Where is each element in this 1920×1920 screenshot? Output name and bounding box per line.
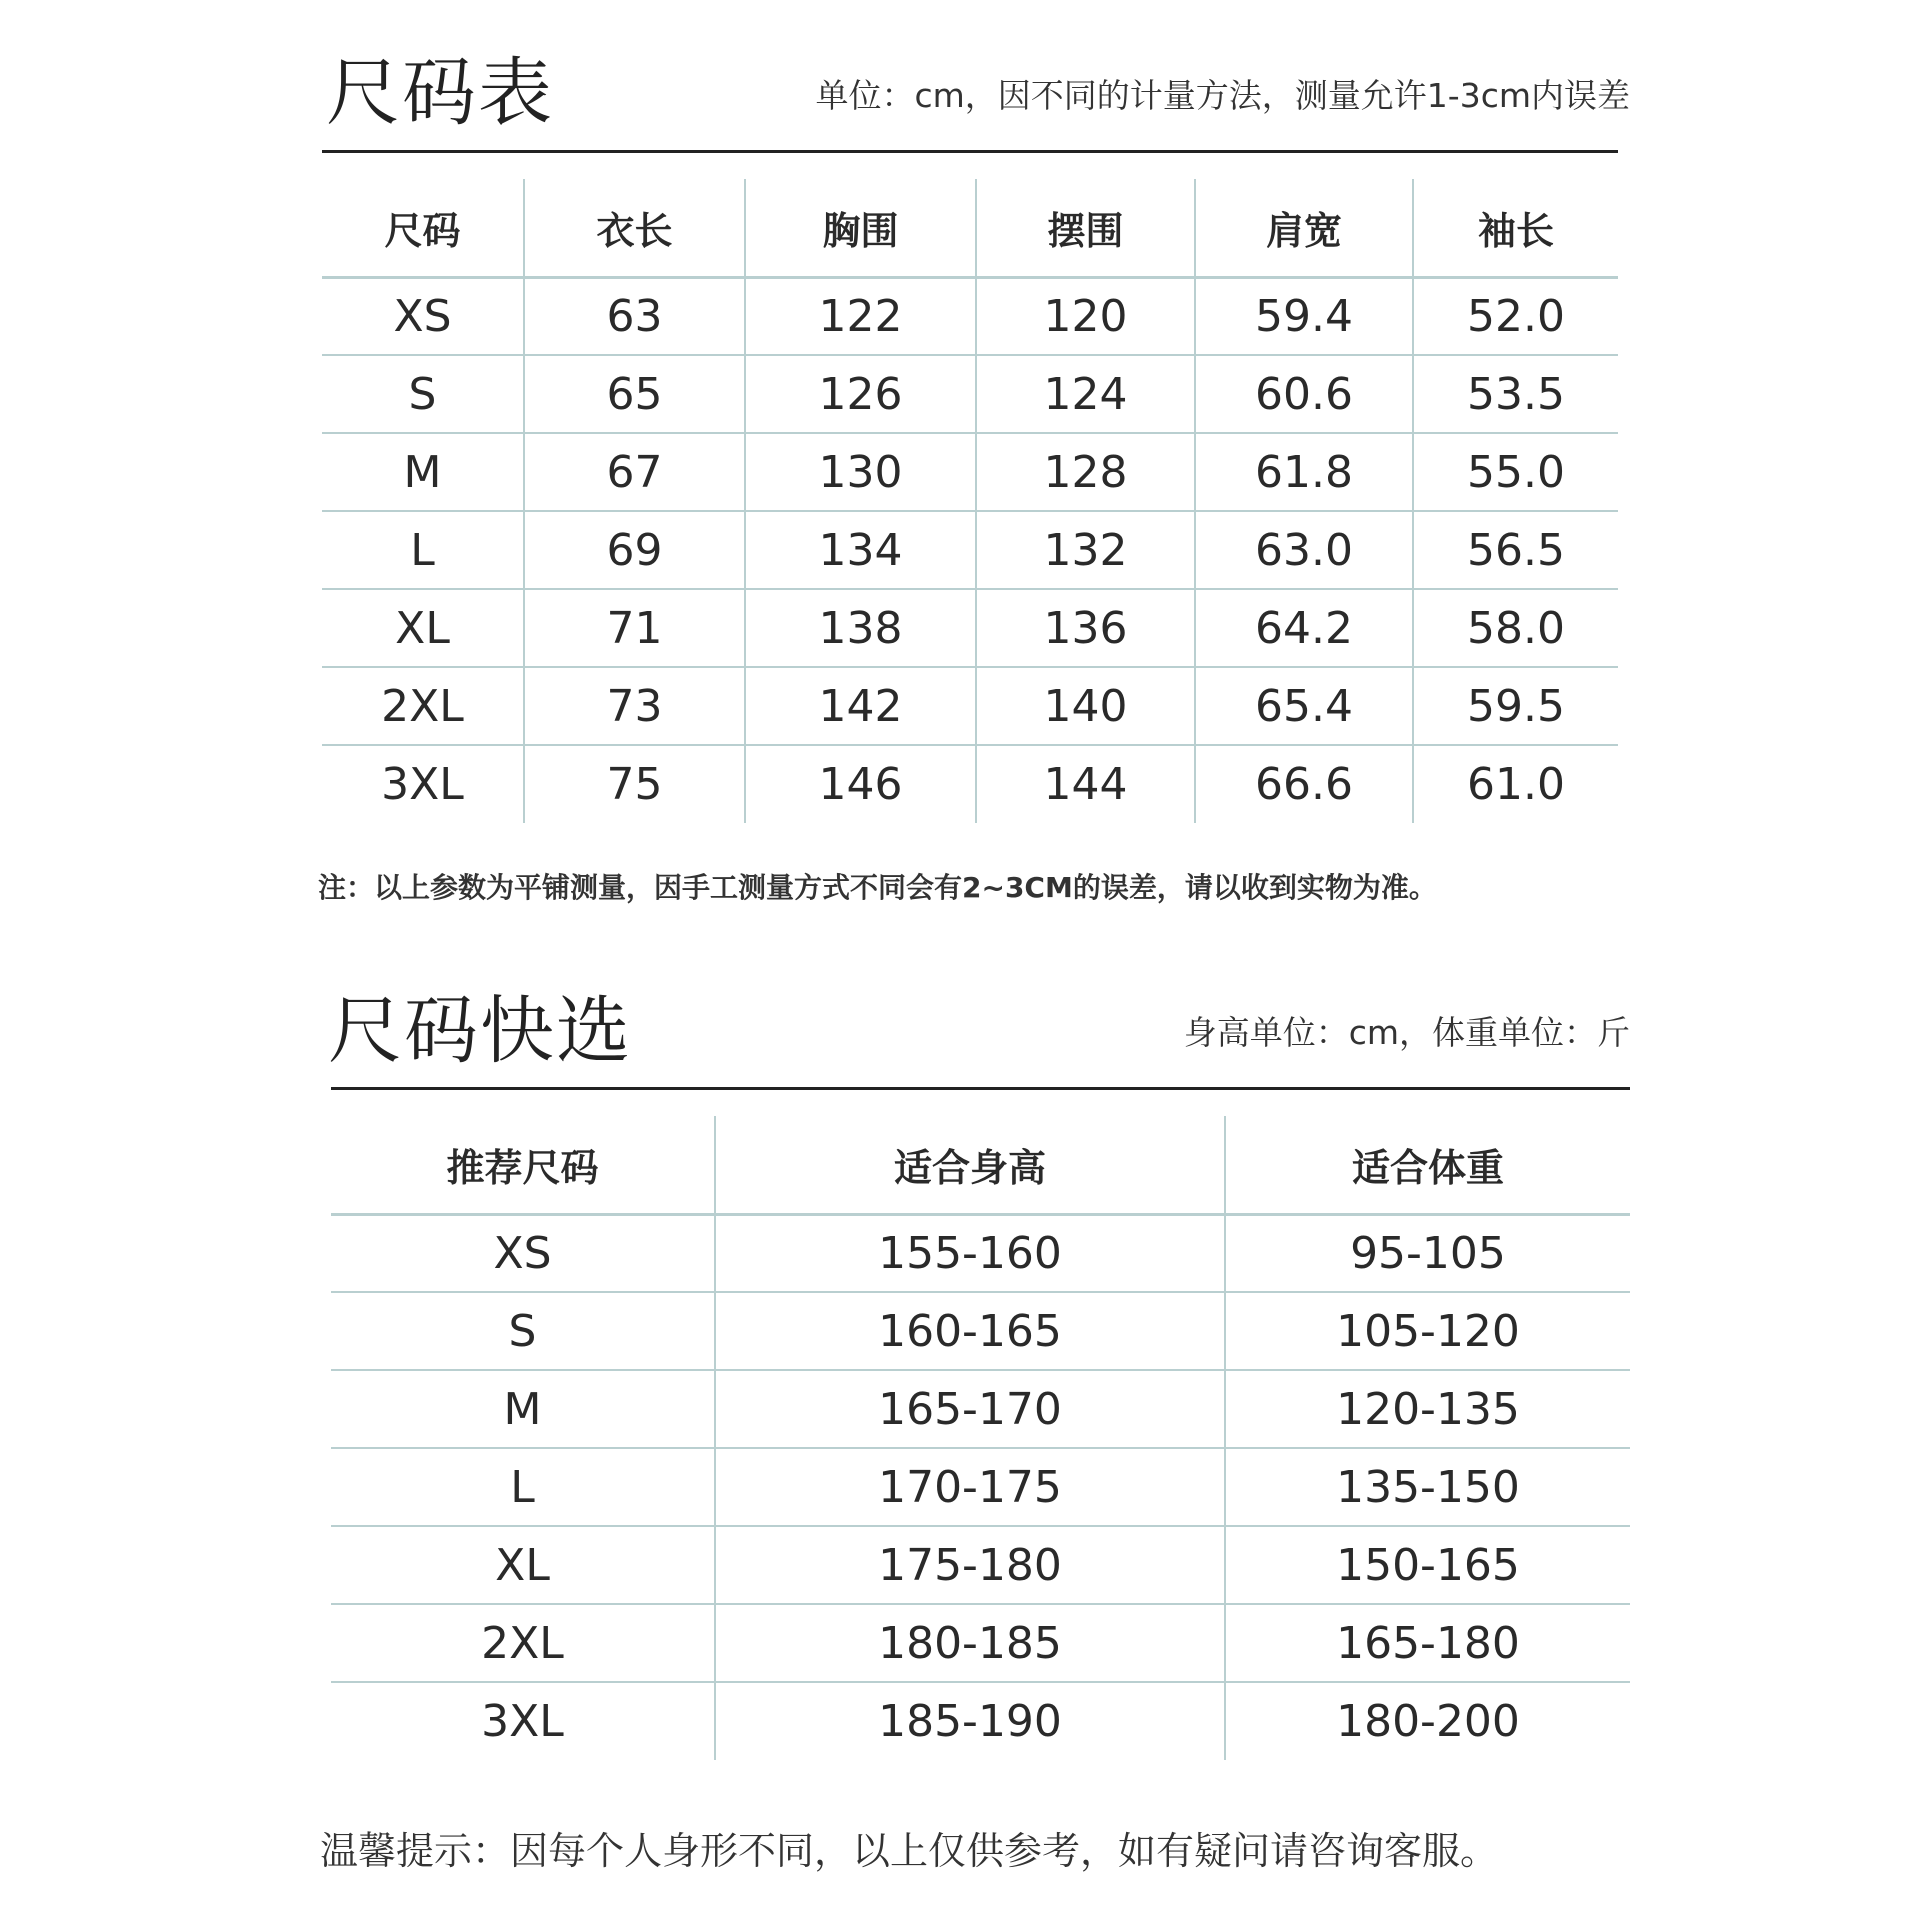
column-header: 肩宽: [1195, 179, 1413, 277]
table-cell: 61.0: [1413, 745, 1618, 823]
table-cell: 134: [745, 511, 976, 589]
table-cell: 58.0: [1413, 589, 1618, 667]
table-row: [331, 1604, 1630, 1682]
column-header: 袖长: [1413, 179, 1618, 277]
table-cell: XL: [322, 589, 524, 667]
column-header: 摆围: [976, 179, 1195, 277]
table-cell: 135-150: [1225, 1448, 1630, 1526]
table-row: [331, 1370, 1630, 1448]
table-cell: 155-160: [715, 1214, 1225, 1292]
table-cell: 170-175: [715, 1448, 1225, 1526]
table-cell: 3XL: [331, 1682, 715, 1760]
table-cell: 53.5: [1413, 355, 1618, 433]
table-cell: L: [322, 511, 524, 589]
table-row: [322, 511, 1618, 589]
table-cell: 63: [524, 277, 745, 355]
table-row: [331, 1214, 1630, 1292]
table-cell: 132: [976, 511, 1195, 589]
table-cell: 59.4: [1195, 277, 1413, 355]
table-cell: 120-135: [1225, 1370, 1630, 1448]
quick-select-title: 尺码快选: [328, 988, 632, 1074]
quick-select-unit-note: 身高单位：cm，体重单位：斤: [1183, 1013, 1630, 1052]
table-cell: 175-180: [715, 1526, 1225, 1604]
table-cell: 61.8: [1195, 433, 1413, 511]
table-cell: 2XL: [331, 1604, 715, 1682]
table-cell: 140: [976, 667, 1195, 745]
size-chart-footnote: 注：以上参数为平铺测量，因手工测量方式不同会有2~3CM的误差，请以收到实物为准。: [318, 871, 1437, 904]
table-cell: 52.0: [1413, 277, 1618, 355]
table-cell: 122: [745, 277, 976, 355]
table-cell: XS: [322, 277, 524, 355]
table-cell: 160-165: [715, 1292, 1225, 1370]
column-header: 尺码: [384, 208, 461, 253]
table-row: [322, 433, 1618, 511]
table-cell: 126: [745, 355, 976, 433]
size-chart-title: 尺码表: [326, 50, 554, 136]
table-row: [331, 1682, 1630, 1760]
table-cell: 65.4: [1195, 667, 1413, 745]
table-cell: 144: [976, 745, 1195, 823]
table-cell: 60.6: [1195, 355, 1413, 433]
header-row: [322, 179, 1618, 277]
table-cell: 95-105: [1225, 1214, 1630, 1292]
table-cell: L: [331, 1448, 715, 1526]
table-cell: 73: [524, 667, 745, 745]
table-cell: 59.5: [1413, 667, 1618, 745]
column-header: 胸围: [745, 179, 976, 277]
column-header: 适合体重: [1225, 1116, 1630, 1214]
table-cell: 63.0: [1195, 511, 1413, 589]
table-row: [331, 1526, 1630, 1604]
table-cell: 120: [976, 277, 1195, 355]
table-row: [322, 745, 1618, 823]
table-cell: 65: [524, 355, 745, 433]
table-cell: 105-120: [1225, 1292, 1630, 1370]
header-row: [331, 1116, 1630, 1214]
table-cell: M: [331, 1370, 715, 1448]
table-cell: S: [331, 1292, 715, 1370]
table-cell: 185-190: [715, 1682, 1225, 1760]
size-chart-table: [322, 179, 1618, 823]
table-cell: 3XL: [322, 745, 524, 823]
column-header: 推荐尺码: [446, 1145, 599, 1190]
table-cell: 146: [745, 745, 976, 823]
table-cell: 128: [976, 433, 1195, 511]
table-row: [331, 1292, 1630, 1370]
size-chart-divider: [322, 150, 1618, 153]
table-cell: 138: [745, 589, 976, 667]
table-cell: XL: [331, 1526, 715, 1604]
table-cell: XS: [331, 1214, 715, 1292]
table-cell: 2XL: [322, 667, 524, 745]
table-cell: 180-185: [715, 1604, 1225, 1682]
quick-select-tip: 温馨提示：因每个人身形不同，以上仅供参考，如有疑问请咨询客服。: [320, 1829, 1499, 1873]
table-cell: 124: [976, 355, 1195, 433]
table-cell: 75: [524, 745, 745, 823]
table-cell: 165-170: [715, 1370, 1225, 1448]
column-header: 适合身高: [715, 1116, 1225, 1214]
table-row: [322, 667, 1618, 745]
table-cell: 136: [976, 589, 1195, 667]
table-cell: 142: [745, 667, 976, 745]
table-cell: 180-200: [1225, 1682, 1630, 1760]
table-cell: 71: [524, 589, 745, 667]
table-cell: 56.5: [1413, 511, 1618, 589]
table-cell: M: [322, 433, 524, 511]
table-cell: S: [322, 355, 524, 433]
table-row: [322, 355, 1618, 433]
quick-select-divider: [331, 1087, 1630, 1090]
table-cell: 165-180: [1225, 1604, 1630, 1682]
table-cell: 55.0: [1413, 433, 1618, 511]
table-cell: 69: [524, 511, 745, 589]
table-row: [322, 277, 1618, 355]
table-cell: 67: [524, 433, 745, 511]
table-row: [322, 589, 1618, 667]
table-cell: 130: [745, 433, 976, 511]
table-cell: 64.2: [1195, 589, 1413, 667]
quick-select-table: [331, 1116, 1630, 1760]
table-cell: 150-165: [1225, 1526, 1630, 1604]
table-cell: 66.6: [1195, 745, 1413, 823]
column-header: 衣长: [524, 179, 745, 277]
table-row: [331, 1448, 1630, 1526]
size-chart-unit-note: 单位：cm，因不同的计量方法，测量允许1-3cm内误差: [815, 76, 1630, 115]
